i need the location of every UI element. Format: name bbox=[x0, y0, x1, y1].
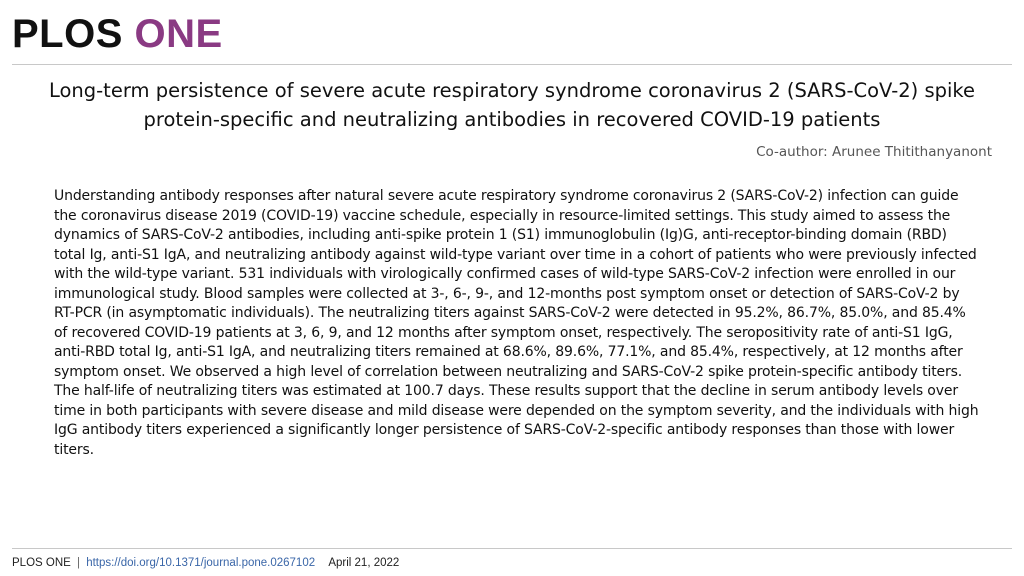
article-abstract: Understanding antibody responses after natural severe acute respiratory syndrome coronavirus 2 (SARS-CoV-2) infection can guide the coronavirus disease 2019 (COVID-19) vaccine schedule, especially in resource-limited settings. This study aimed to assess the dynamics of SARS-CoV-2 antibodies, including anti-spike protein 1 (S1) immunoglobulin (Ig)G, anti-receptor-binding domain (RBD) total Ig, anti-S1 IgA, and neutralizing antibody against wild-type variant over time in a cohort of patients who were previously infected with the wild-type variant. 531 individuals with virologically confirmed cases of wild-type SARS-CoV-2 infection were enrolled in our immunological study. Blood samples were collected at 3-, 6-, 9-, and 12-months post symptom onset or detection of SARS-CoV-2 by RT-PCR (in asymptomatic individuals). The neutralizing titers against SARS-CoV-2 were detected in 95.2%, 86.7%, 85.0%, and 85.4% of recovered COVID-19 patients at 3, 6, 9, and 12 months after symptom onset, respectively. The seropositivity rate of anti-S1 IgG, anti-RBD total Ig, anti-S1 IgA, and neutralizing titers remained at 68.6%, 89.6%, 77.1%, and 85.4%, respectively, at 12 months after symptom onset. We observed a high level of correlation between neutralizing and SARS-CoV-2 spike protein-specific antibody titers. The half-life of neutralizing titers was estimated at 100.7 days. These results support that the decline in serum antibody levels over time in both participants with severe disease and mild disease were depended on the symptom severity, and the individuals with high IgG antibody titers experienced a significantly longer persistence of SARS-CoV-2-specific antibody responses than those with lower titers. bbox=[54, 188, 979, 458]
logo-one-text: ONE bbox=[134, 12, 223, 56]
journal-logo bbox=[12, 12, 223, 56]
footer-separator: | bbox=[77, 557, 81, 569]
coauthor-line: Co-author: Arunee Thitithanyanont bbox=[756, 144, 992, 160]
header-divider bbox=[12, 64, 1012, 65]
footer-divider bbox=[12, 548, 1012, 549]
doi-link[interactable]: https://doi.org/10.1371/journal.pone.0267102 bbox=[86, 557, 316, 569]
page-footer bbox=[12, 556, 399, 570]
publication-date: April 21, 2022 bbox=[328, 557, 400, 569]
article-title: Long-term persistence of severe acute respiratory syndrome coronavirus 2 (SARS-CoV-2) spike protein-specific and neutralizing antibodies in recovered COVID-19 patients bbox=[48, 79, 976, 131]
logo-plos-text: PLOS bbox=[12, 12, 123, 56]
footer-journal-name: PLOS ONE bbox=[12, 557, 71, 569]
